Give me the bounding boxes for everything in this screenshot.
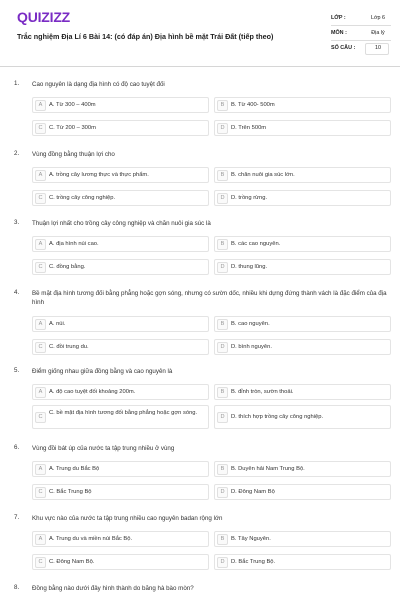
option-d[interactable]: [214, 484, 391, 500]
option-a[interactable]: [32, 531, 209, 547]
meta-divider: [331, 25, 391, 26]
option-a[interactable]: [32, 384, 209, 400]
option-d[interactable]: [214, 259, 391, 275]
option-letter: D: [217, 262, 228, 273]
option-a[interactable]: [32, 316, 209, 332]
option-c[interactable]: [32, 405, 209, 429]
header: [0, 0, 400, 66]
option-letter: B: [217, 170, 228, 181]
question-number: 2.: [14, 150, 20, 157]
option-text: B. cao nguyên.: [231, 321, 270, 327]
option-letter: D: [217, 123, 228, 134]
option-c[interactable]: [32, 554, 209, 570]
option-text: A. địa hình núi cao.: [49, 241, 99, 247]
option-text: A. Trung du Bắc Bộ: [49, 466, 100, 472]
option-text: D. thích hợp trồng cây công nghiệp.: [231, 414, 324, 420]
option-a[interactable]: [32, 167, 209, 183]
option-d[interactable]: [214, 405, 391, 429]
question-number: 8.: [14, 584, 20, 591]
option-c[interactable]: [32, 339, 209, 355]
question-text: Bề mặt địa hình tương đối bằng phẳng hoặc gợn sóng, nhưng có sườn dốc, nhiều khi dựng đứng thành vách là đặc điểm của địa hình: [32, 290, 387, 306]
option-letter: D: [217, 557, 228, 568]
option-d[interactable]: [214, 190, 391, 206]
question-number: 3.: [14, 219, 20, 226]
option-text: C. đồi trung du.: [49, 344, 89, 350]
header-divider: [0, 66, 400, 67]
option-letter: B: [217, 464, 228, 475]
meta-value: Lớp 6: [370, 15, 386, 21]
option-b[interactable]: [214, 461, 391, 477]
option-letter: B: [217, 239, 228, 250]
option-text: C. bề mặt địa hình tương đối bằng phẳng hoặc gợn sóng.: [49, 410, 198, 416]
meta-grade: [331, 14, 391, 26]
option-d[interactable]: [214, 339, 391, 355]
option-b[interactable]: [214, 316, 391, 332]
meta-value: 10: [375, 45, 381, 51]
option-text: A. Trung du và miền núi Bắc Bộ.: [49, 536, 133, 542]
question-number: 1.: [14, 80, 20, 87]
option-text: B. các cao nguyên.: [231, 241, 281, 247]
option-letter: C: [35, 342, 46, 353]
option-letter: A: [35, 464, 46, 475]
option-a[interactable]: [32, 461, 209, 477]
option-text: B. chăn nuôi gia súc lớn.: [231, 172, 295, 178]
option-text: C. đồng bằng.: [49, 264, 86, 270]
meta-count: [331, 44, 391, 56]
option-text: C. Bắc Trung Bộ: [49, 489, 92, 495]
option-b[interactable]: [214, 236, 391, 252]
option-text: B. Tây Nguyên.: [231, 536, 271, 542]
question-text: Đồng bằng nào dưới đây hình thành do băng hà bào mòn?: [32, 585, 194, 592]
option-letter: A: [35, 239, 46, 250]
quizizz-logo[interactable]: QUIZIZZ: [17, 9, 71, 25]
option-letter: C: [35, 123, 46, 134]
option-letter: C: [35, 193, 46, 204]
option-letter: A: [35, 319, 46, 330]
option-c[interactable]: [32, 190, 209, 206]
meta-value: Địa lý: [371, 30, 385, 36]
option-text: D. thung lũng.: [231, 264, 268, 270]
option-letter: D: [217, 412, 228, 423]
option-text: B. đỉnh tròn, sườn thoải.: [231, 389, 294, 395]
question-number: 5.: [14, 367, 20, 374]
option-letter: A: [35, 534, 46, 545]
option-text: B. Từ 400- 500m: [231, 102, 275, 108]
question-number: 4.: [14, 289, 20, 296]
option-b[interactable]: [214, 167, 391, 183]
meta-divider: [331, 40, 391, 41]
option-text: A. độ cao tuyệt đối khoảng 200m.: [49, 389, 136, 395]
option-letter: B: [217, 100, 228, 111]
option-text: A. trồng cây lương thực và thực phẩm.: [49, 172, 149, 178]
option-b[interactable]: [214, 531, 391, 547]
option-letter: A: [35, 170, 46, 181]
option-c[interactable]: [32, 120, 209, 136]
question-text: Thuận lợi nhất cho trồng cây công nghiệp và chăn nuôi gia súc là: [32, 220, 211, 227]
option-a[interactable]: [32, 97, 209, 113]
question-text: Điểm giống nhau giữa đồng bằng và cao nguyên là: [32, 368, 173, 375]
option-letter: A: [35, 387, 46, 398]
option-text: B. Duyên hải Nam Trung Bộ.: [231, 466, 305, 472]
option-text: D. Trên 500m: [231, 125, 267, 131]
question-number: 6.: [14, 444, 20, 451]
option-c[interactable]: [32, 259, 209, 275]
option-text: D. Đông Nam Bộ: [231, 489, 275, 495]
option-d[interactable]: [214, 554, 391, 570]
option-text: D. Bắc Trung Bộ.: [231, 559, 276, 565]
question-text: Vùng đồi bát úp của nước ta tập trung nhiều ở vùng: [32, 445, 175, 452]
option-letter: D: [217, 342, 228, 353]
option-letter: C: [35, 262, 46, 273]
meta-label: SỐ CÂU :: [331, 45, 356, 51]
option-d[interactable]: [214, 120, 391, 136]
option-letter: B: [217, 387, 228, 398]
question-text: Khu vực nào của nước ta tập trung nhiều cao nguyên badan rộng lớn: [32, 515, 223, 522]
question-number: 7.: [14, 514, 20, 521]
option-text: C. Đông Nam Bộ.: [49, 559, 95, 565]
meta-label: MÔN :: [331, 30, 347, 36]
question-text: Vùng đồng bằng thuận lợi cho: [32, 151, 115, 158]
option-letter: D: [217, 487, 228, 498]
question-text: Cao nguyên là dạng địa hình có độ cao tuyệt đối: [32, 81, 165, 88]
option-letter: A: [35, 100, 46, 111]
option-b[interactable]: [214, 97, 391, 113]
option-text: C. Từ 200 – 300m: [49, 125, 96, 131]
option-text: A. Từ 300 – 400m: [49, 102, 96, 108]
page-title: Trắc nghiệm Địa Lí 6 Bài 14: (có đáp án) Địa hình bề mặt Trái Đất (tiếp theo): [17, 32, 274, 41]
option-letter: C: [35, 487, 46, 498]
meta-subject: [331, 29, 391, 41]
option-letter: D: [217, 193, 228, 204]
meta-label: LỚP :: [331, 15, 346, 21]
option-a[interactable]: [32, 236, 209, 252]
option-text: A. núi.: [49, 321, 66, 327]
option-letter: C: [35, 412, 46, 423]
option-text: C. trồng cây công nghiệp.: [49, 195, 116, 201]
option-letter: B: [217, 534, 228, 545]
option-text: D. trồng rừng.: [231, 195, 268, 201]
option-b[interactable]: [214, 384, 391, 400]
option-letter: C: [35, 557, 46, 568]
option-text: D. bình nguyên.: [231, 344, 272, 350]
option-c[interactable]: [32, 484, 209, 500]
option-letter: B: [217, 319, 228, 330]
